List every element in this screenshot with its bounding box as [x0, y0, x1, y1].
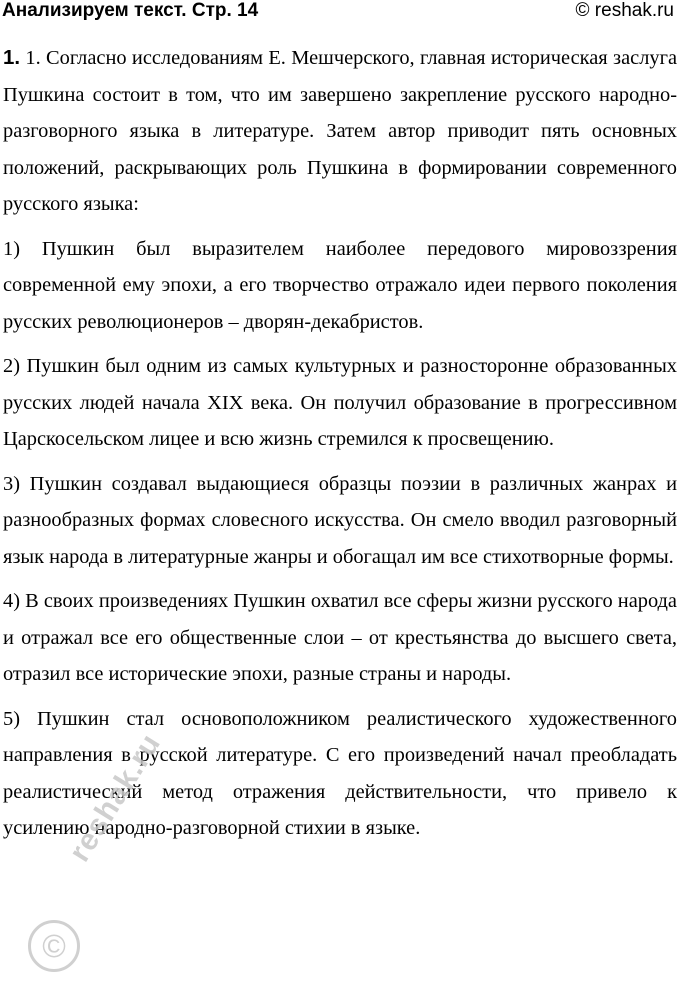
intro-text: 1. Согласно исследованиям Е. Мешчерского, главная историческая заслуга Пушкина состоит в том, что им завершено закрепление русского народно-разговорного языка в литературе. Затем автор приводит пять основных положений, раскрывающих роль Пушкина в формировании современного русского языка: — [3, 47, 677, 215]
page-title: Анализируем текст. Стр. 14 — [2, 0, 259, 21]
site-brand: © reshak.ru — [575, 0, 674, 21]
watermark-text: reshak.ru — [63, 727, 168, 868]
point-3: 3) Пушкин создавал выдающиеся образцы поэзии в различных жанрах и разнообразных формах словесного искусства. Он смело вводил разговорный язык народа в литературные жанры и обогащал им все стихотворные формы. — [3, 472, 677, 568]
point-5: 5) Пушкин стал основоположником реалистического художественного направления в русской литературе. С его произведений начал преобладать реалистический метод отражения действительности, что привело к усилению народно-разговорной стихии в языке. — [3, 707, 677, 839]
intro-paragraph — [3, 40, 677, 223]
point-4: 4) В своих произведениях Пушкин охватил все сферы жизни русского народа и отражал все его общественные слои – от крестьянства до высшего света, отразил все исторические эпохи, разные страны и народы. — [3, 590, 677, 685]
task-number: 1. — [3, 47, 21, 69]
page-header — [0, 0, 680, 26]
point-2: 2) Пушкин был одним из самых культурных и разносторонне образованных русских людей начала XIX века. Он получил образование в прогрессивном Царскосельском лицее и всю жизнь стремился к просвещению. — [3, 355, 677, 450]
answer-text — [3, 40, 677, 855]
point-1: 1) Пушкин был выразителем наиболее передового мировоззрения современной ему эпохи, а его творчество отражало идеи первого поколения русских революционеров – дворян-декабристов. — [3, 237, 677, 333]
copyright-icon: © — [28, 920, 80, 972]
